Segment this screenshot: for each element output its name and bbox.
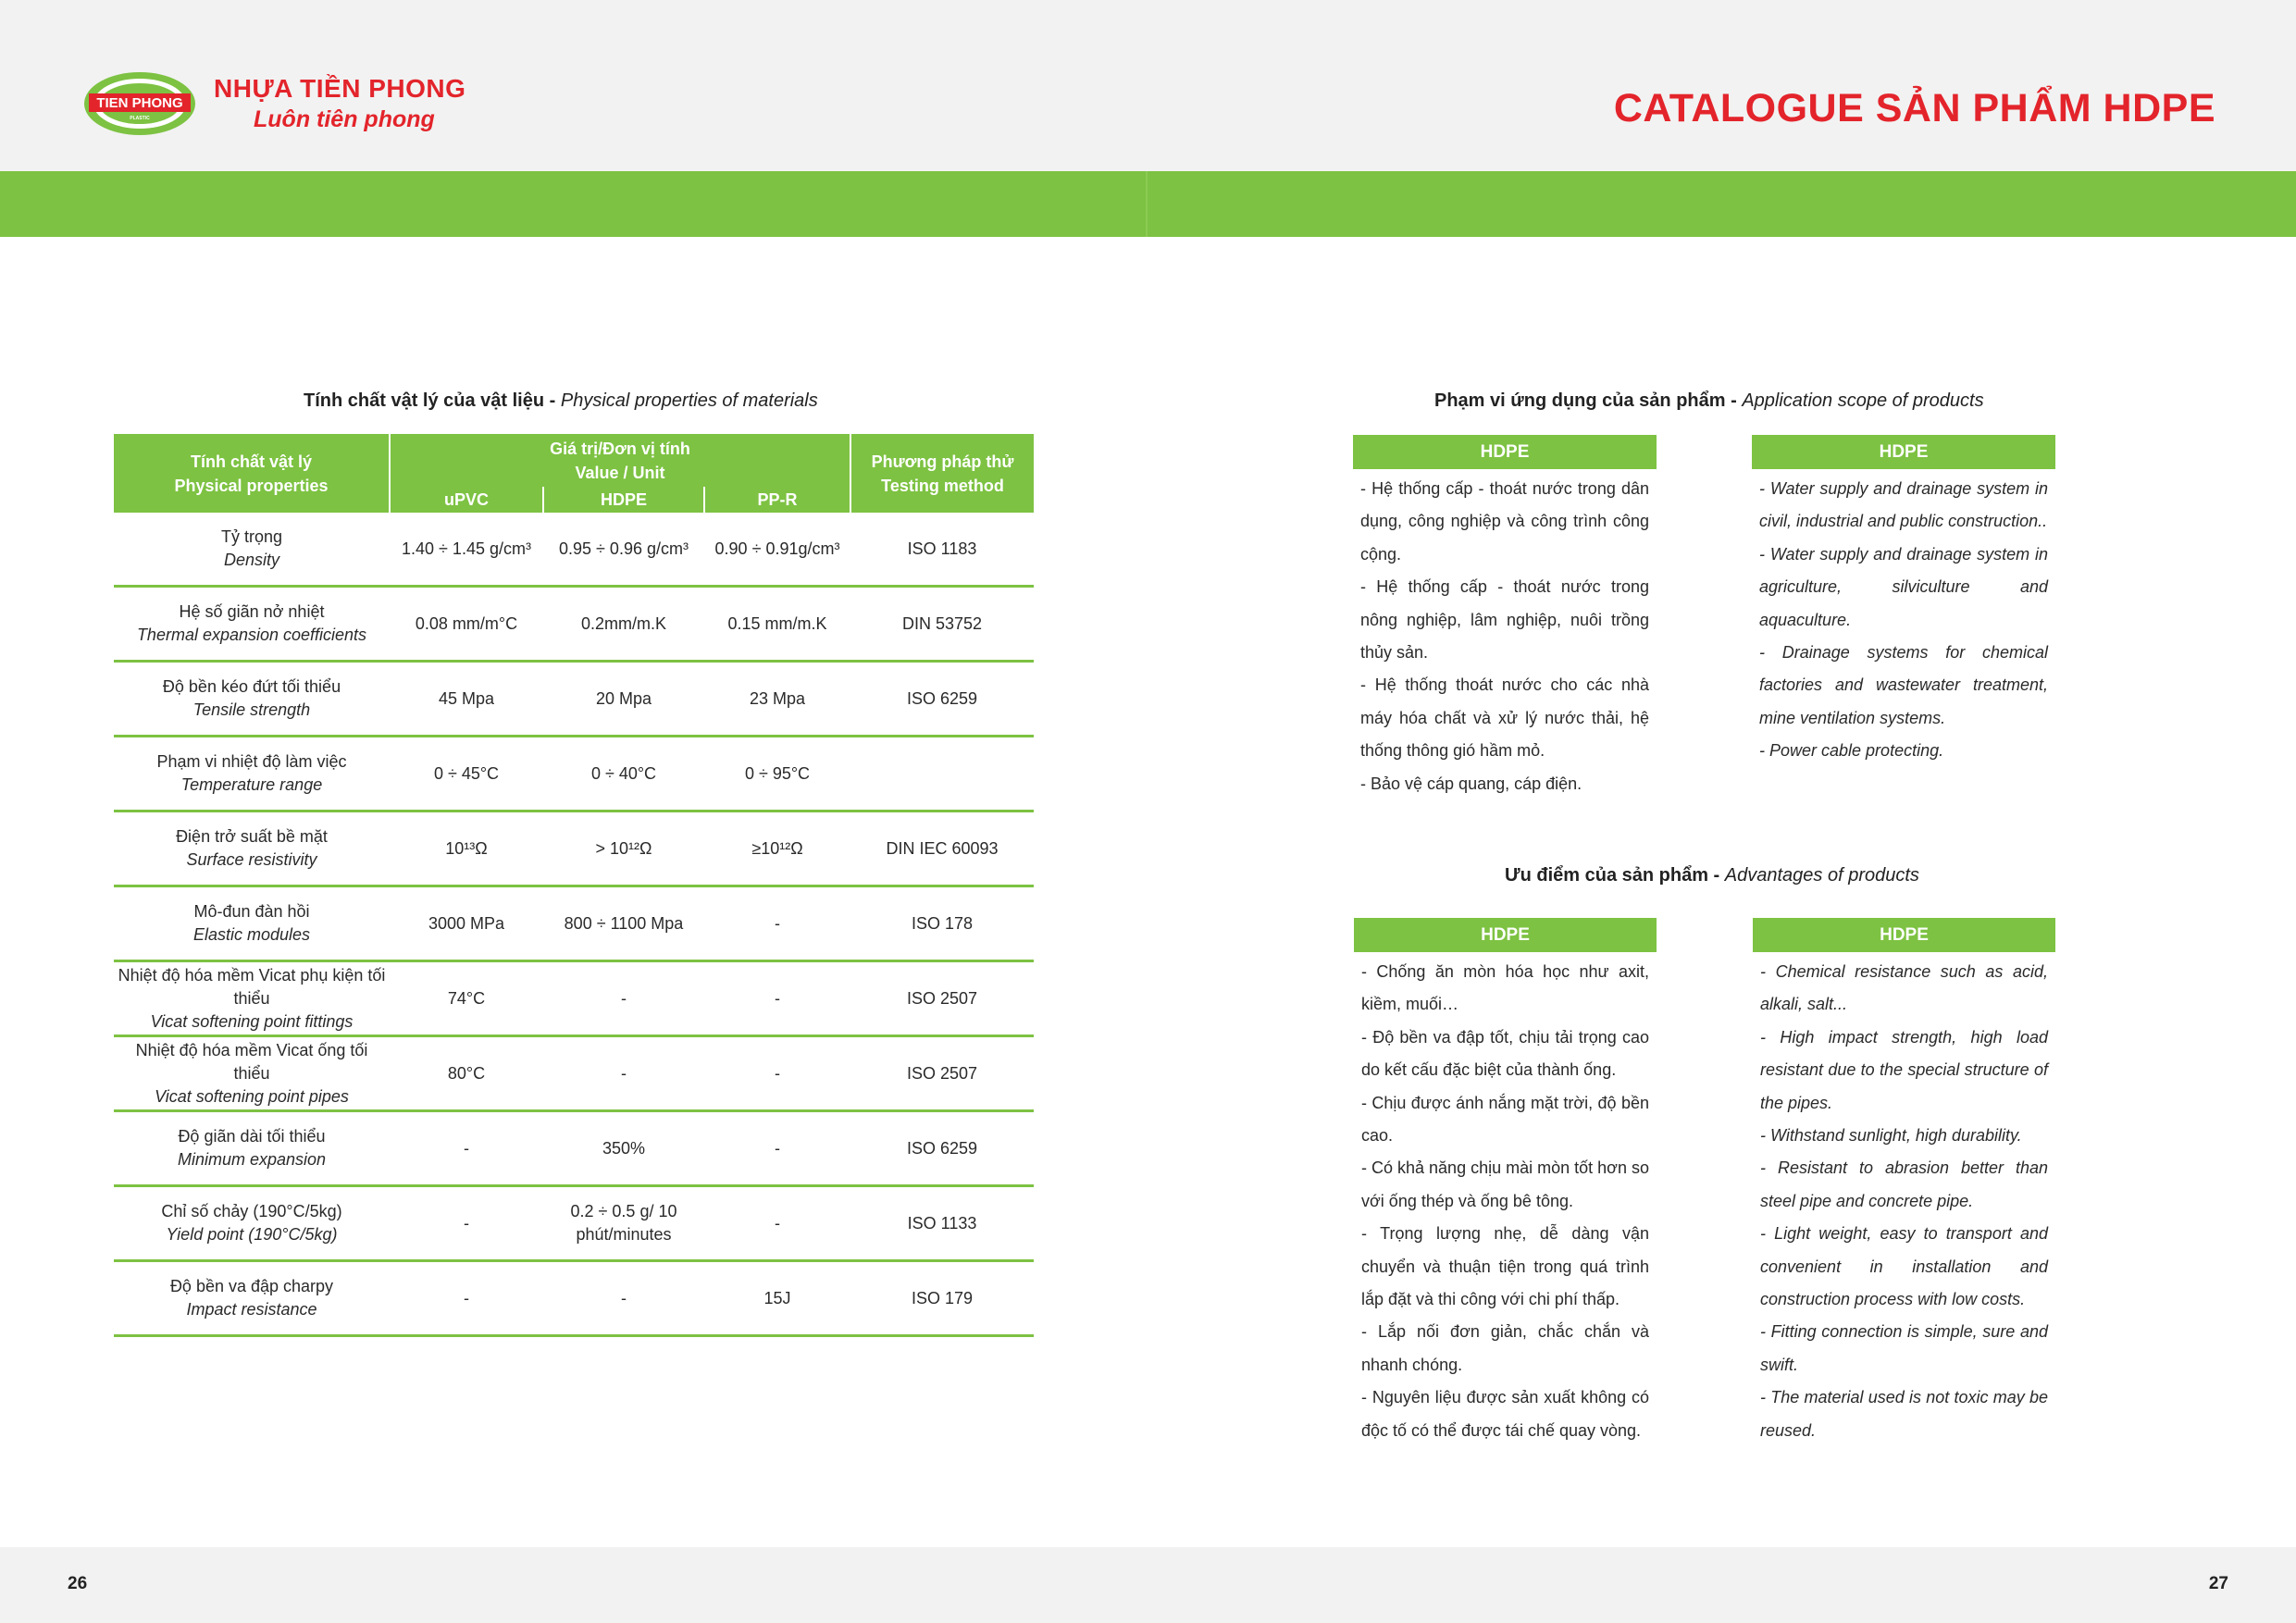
upvc-cell: 74°C — [390, 961, 543, 1036]
hdpe-cell: 20 Mpa — [543, 662, 704, 737]
table-row — [114, 812, 1034, 886]
property-vi: Độ bền kéo đứt tối thiểu — [162, 677, 341, 696]
ppr-cell: - — [704, 1186, 850, 1261]
property-cell — [114, 886, 390, 961]
property-cell — [114, 1261, 390, 1336]
list-item: - Hệ thống cấp - thoát nước trong dân dụng, công nghiệp và công trình công cộng. — [1360, 479, 1649, 564]
title-en: Advantages of products — [1724, 865, 1919, 886]
table-row — [114, 1186, 1034, 1261]
hdpe-cell: 800 ÷ 1100 Mpa — [543, 886, 704, 961]
page-number-left: 26 — [68, 1574, 88, 1593]
advantages-en-heading: HDPE — [1753, 918, 2055, 952]
ppr-cell: - — [704, 886, 850, 961]
property-vi: Hệ số giãn nở nhiệt — [179, 602, 325, 621]
list-item: - Fitting connection is simple, sure and swift. — [1760, 1322, 2048, 1374]
list-item: - Độ bền va đập tốt, chịu tải trọng cao do kết cấu đặc biệt của thành ống. — [1361, 1027, 1649, 1080]
ppr-cell: 23 Mpa — [704, 662, 850, 737]
list-item: - Trọng lượng nhẹ, dễ dàng vận chuyển và thuận tiện trong quá trình lắp đặt và thi công với chi phí thấp. — [1361, 1224, 1649, 1309]
hdpe-cell: 0.2 ÷ 0.5 g/ 10 phút/minutes — [543, 1186, 704, 1261]
hdpe-cell: 0 ÷ 40°C — [543, 737, 704, 812]
list-item: - Chống ăn mòn hóa học như axit, kiềm, muối… — [1361, 962, 1649, 1014]
test-cell: DIN 53752 — [850, 587, 1034, 662]
upvc-cell: 0 ÷ 45°C — [390, 737, 543, 812]
list-item: - Chemical resistance such as acid, alkali, salt... — [1760, 962, 2048, 1014]
physical-properties-table — [114, 434, 1034, 1337]
hdpe-cell: - — [543, 1036, 704, 1111]
list-item: - Light weight, easy to transport and convenient in installation and construction process with low costs. — [1760, 1224, 2048, 1309]
table-row — [114, 513, 1034, 587]
tien-phong-logo — [83, 71, 196, 136]
list-item: - Nguyên liệu được sản xuất không có độc tố có thể được tái chế quay vòng. — [1361, 1388, 1649, 1440]
property-vi: Điện trở suất bề mặt — [176, 827, 328, 846]
upvc-cell: 10¹³Ω — [390, 812, 543, 886]
property-en: Tensile strength — [192, 700, 311, 719]
upvc-cell: - — [390, 1186, 543, 1261]
ppr-cell: - — [704, 961, 850, 1036]
logo-subtext: PLASTIC — [130, 116, 150, 121]
advantages-vi-heading: HDPE — [1354, 918, 1657, 952]
list-item: - Power cable protecting. — [1759, 741, 1944, 761]
advantages-en-list — [1753, 952, 2055, 1447]
list-item: - Bảo vệ cáp quang, cáp điện. — [1360, 774, 1582, 793]
property-vi: Độ bền va đập charpy — [169, 1277, 334, 1295]
table-row — [114, 961, 1034, 1036]
list-item: - Hệ thống thoát nước cho các nhà máy hóa chất và xử lý nước thải, hệ thống thông gió hầm mỏ. — [1360, 675, 1649, 761]
header-value-en: Value / Unit — [575, 464, 665, 482]
property-cell — [114, 961, 390, 1036]
upvc-cell: - — [390, 1261, 543, 1336]
property-vi: Chỉ số chảy (190°C/5kg) — [161, 1202, 342, 1220]
property-vi: Độ giãn dài tối thiểu — [178, 1127, 326, 1146]
list-item: - Withstand sunlight, high durability. — [1760, 1126, 2022, 1146]
header-ppr: PP-R — [704, 487, 850, 513]
hdpe-cell: 0.2mm/m.K — [543, 587, 704, 662]
application-en-heading: HDPE — [1752, 435, 2055, 469]
application-en-list — [1752, 469, 2055, 768]
property-en: Vicat softening point pipes — [155, 1086, 349, 1106]
property-vi: Tỷ trọng — [220, 527, 283, 546]
test-cell: DIN IEC 60093 — [850, 812, 1034, 886]
header-value-vi: Giá trị/Đơn vị tính — [550, 440, 690, 458]
header-property-vi: Tính chất vật lý — [190, 452, 313, 471]
list-item: - Water supply and drainage system in civil, industrial and public construction.. — [1759, 479, 2048, 531]
advantages-vi-column — [1354, 918, 1657, 1447]
ppr-cell: - — [704, 1036, 850, 1111]
list-item: - Hệ thống cấp - thoát nước trong nông nghiệp, lâm nghiệp, nuôi trồng thủy sản. — [1360, 577, 1649, 663]
upvc-cell: 3000 MPa — [390, 886, 543, 961]
upvc-cell: 80°C — [390, 1036, 543, 1111]
ppr-cell: - — [704, 1111, 850, 1186]
application-en-column — [1752, 435, 2055, 768]
hdpe-cell: - — [543, 1261, 704, 1336]
header-testing-vi: Phương pháp thử — [871, 452, 1014, 471]
upvc-cell: - — [390, 1111, 543, 1186]
table-row — [114, 1111, 1034, 1186]
property-cell — [114, 812, 390, 886]
property-en: Minimum expansion — [177, 1150, 327, 1169]
ppr-cell: ≥10¹²Ω — [704, 812, 850, 886]
title-en: Physical properties of materials — [560, 390, 818, 411]
slogan: Luôn tiên phong — [254, 106, 435, 132]
advantages-title — [1505, 865, 1919, 886]
test-cell: ISO 179 — [850, 1261, 1034, 1336]
property-cell — [114, 1036, 390, 1111]
property-en: Yield point (190°C/5kg) — [166, 1225, 338, 1244]
hdpe-cell: > 10¹²Ω — [543, 812, 704, 886]
property-vi: Nhiệt độ hóa mềm Vicat phụ kiện tối thiểu — [118, 965, 386, 1008]
table-row — [114, 1036, 1034, 1111]
property-cell — [114, 1111, 390, 1186]
property-en: Density — [223, 551, 280, 569]
ppr-cell: 15J — [704, 1261, 850, 1336]
title-vi: Phạm vi ứng dụng của sản phẩm - — [1434, 390, 1737, 411]
green-banner — [0, 171, 2296, 237]
physical-properties-title — [304, 390, 818, 412]
table-row — [114, 886, 1034, 961]
property-en: Impact resistance — [186, 1300, 317, 1319]
property-cell — [114, 1186, 390, 1261]
property-en: Vicat softening point fittings — [150, 1011, 354, 1031]
advantages-vi-list — [1354, 952, 1657, 1447]
upvc-cell: 1.40 ÷ 1.45 g/cm³ — [390, 513, 543, 587]
test-cell: ISO 6259 — [850, 662, 1034, 737]
property-cell — [114, 513, 390, 587]
list-item: - Chịu được ánh nắng mặt trời, độ bền cao. — [1361, 1093, 1649, 1146]
table-row — [114, 737, 1034, 812]
header-testing — [850, 434, 1034, 513]
list-item: - The material used is not toxic may be reused. — [1760, 1388, 2048, 1440]
hdpe-cell: 350% — [543, 1111, 704, 1186]
upvc-cell: 45 Mpa — [390, 662, 543, 737]
property-en: Temperature range — [180, 775, 323, 794]
table-row — [114, 587, 1034, 662]
property-cell — [114, 662, 390, 737]
title-en: Application scope of products — [1742, 390, 1984, 411]
list-item: - Water supply and drainage system in agriculture, silviculture and aquaculture. — [1759, 544, 2048, 629]
header-testing-en: Testing method — [881, 476, 1004, 495]
ppr-cell: 0 ÷ 95°C — [704, 737, 850, 812]
property-en: Elastic modules — [192, 925, 311, 944]
test-cell: ISO 2507 — [850, 961, 1034, 1036]
properties-body — [114, 513, 1034, 1336]
list-item: - Có khả năng chịu mài mòn tốt hơn so với ống thép và ống bê tông. — [1361, 1158, 1649, 1210]
footer-band — [0, 1547, 2296, 1623]
title-vi: Tính chất vật lý của vật liệu - — [304, 390, 556, 411]
property-cell — [114, 587, 390, 662]
table-row — [114, 662, 1034, 737]
header-value — [390, 434, 850, 487]
ppr-cell: 0.15 mm/m.K — [704, 587, 850, 662]
list-item: - Lắp nối đơn giản, chắc chắn và nhanh chóng. — [1361, 1322, 1649, 1374]
list-item: - High impact strength, high load resistant due to the special structure of the pipes. — [1760, 1027, 2048, 1112]
property-vi: Phạm vi nhiệt độ làm việc — [156, 752, 347, 771]
test-cell: ISO 178 — [850, 886, 1034, 961]
catalogue-title: CATALOGUE SẢN PHẨM HDPE — [1613, 86, 2215, 130]
table-row — [114, 1261, 1034, 1336]
property-en: Thermal expansion coefficients — [136, 626, 367, 644]
advantages-en-column — [1753, 918, 2055, 1447]
header-property — [114, 434, 390, 513]
brand-name: NHỰA TIỀN PHONG — [214, 74, 466, 103]
application-vi-heading: HDPE — [1353, 435, 1657, 469]
test-cell: ISO 2507 — [850, 1036, 1034, 1111]
property-cell — [114, 737, 390, 812]
ppr-cell: 0.90 ÷ 0.91g/cm³ — [704, 513, 850, 587]
hdpe-cell: - — [543, 961, 704, 1036]
test-cell: ISO 1183 — [850, 513, 1034, 587]
header-property-en: Physical properties — [174, 476, 329, 495]
property-vi: Nhiệt độ hóa mềm Vicat ống tối thiểu — [135, 1040, 368, 1083]
upvc-cell: 0.08 mm/m°C — [390, 587, 543, 662]
page-seam — [1146, 171, 1148, 237]
header-hdpe: HDPE — [543, 487, 704, 513]
property-en: Surface resistivity — [186, 850, 317, 869]
application-scope-title — [1434, 390, 1984, 412]
page-number-right: 27 — [2208, 1574, 2228, 1593]
test-cell: ISO 1133 — [850, 1186, 1034, 1261]
logo-text: TIEN PHONG — [96, 95, 183, 111]
list-item: - Drainage systems for chemical factories and wastewater treatment, mine ventilation systems. — [1759, 643, 2048, 727]
property-vi: Mô-đun đàn hồi — [193, 902, 310, 921]
hdpe-cell: 0.95 ÷ 0.96 g/cm³ — [543, 513, 704, 587]
test-cell: ISO 6259 — [850, 1111, 1034, 1186]
list-item: - Resistant to abrasion better than steel pipe and concrete pipe. — [1760, 1158, 2048, 1210]
title-vi: Ưu điểm của sản phẩm - — [1505, 865, 1720, 886]
test-cell — [850, 737, 1034, 812]
application-vi-list — [1353, 469, 1657, 800]
application-vi-column — [1353, 435, 1657, 800]
header-upvc: uPVC — [390, 487, 543, 513]
